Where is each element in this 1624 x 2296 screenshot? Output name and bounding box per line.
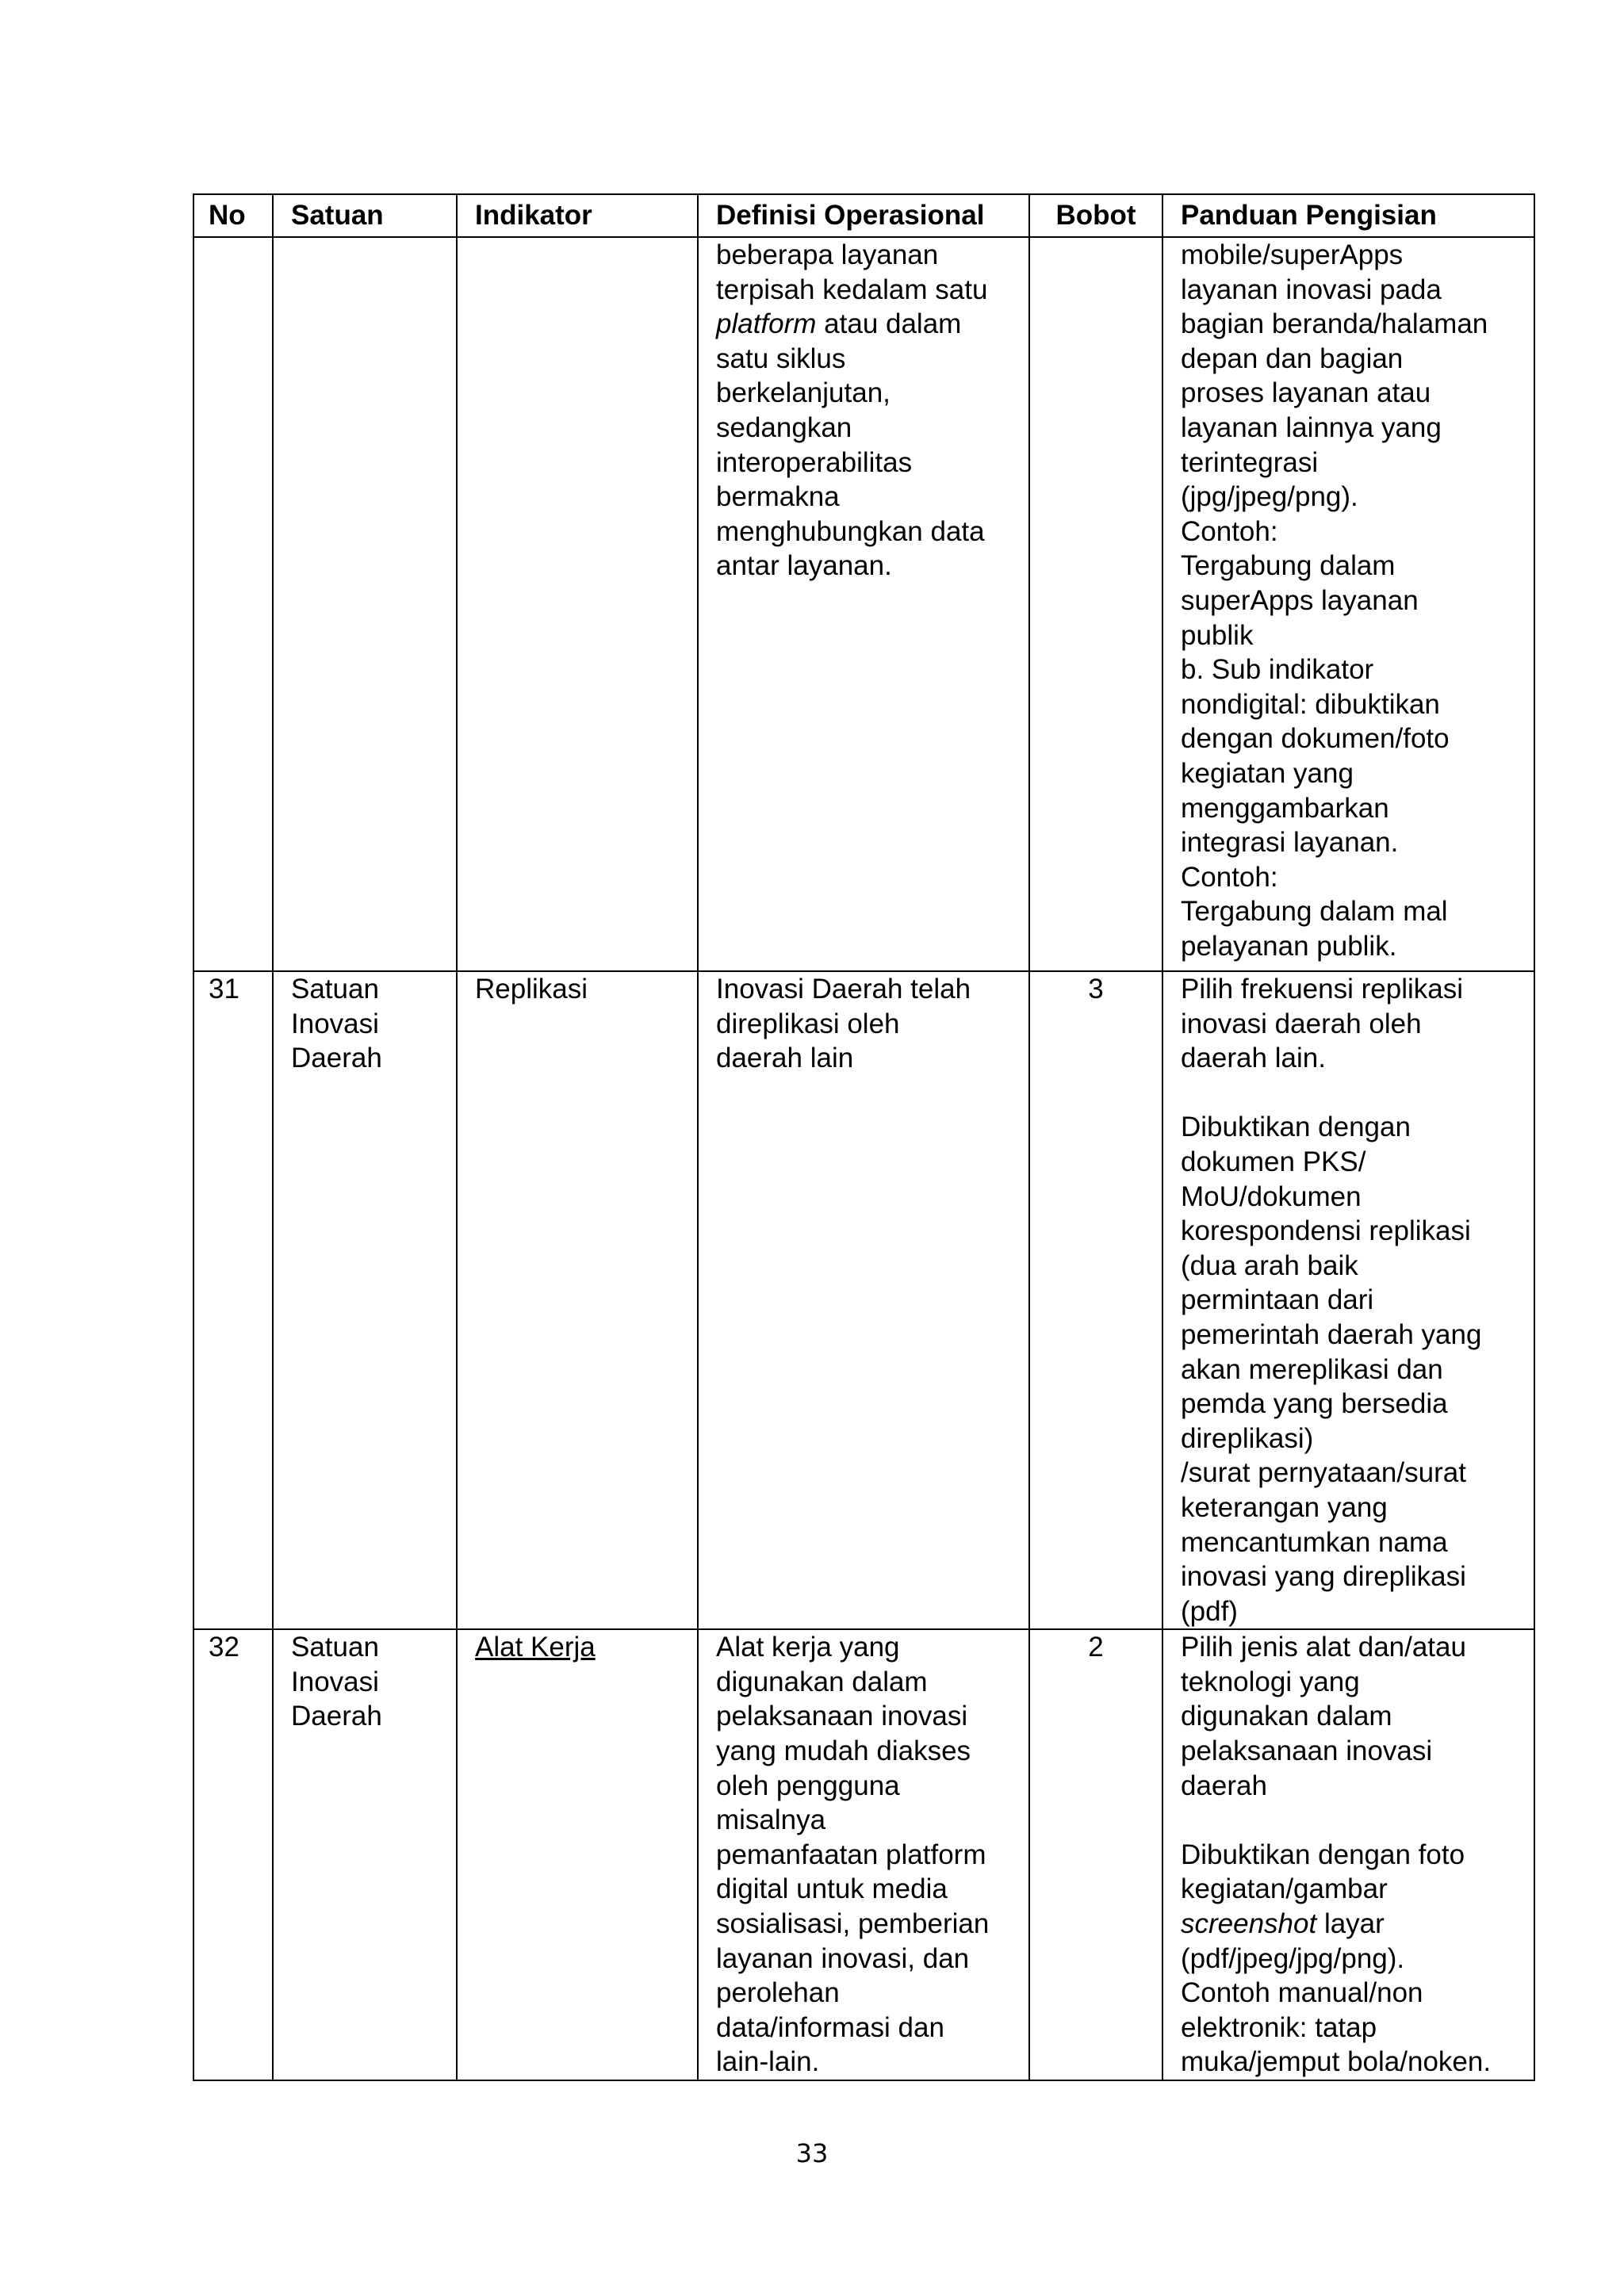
text-line: digunakan dalam (1181, 1701, 1392, 1732)
text-line: Satuan (291, 974, 379, 1004)
text-line: keterangan yang (1181, 1491, 1388, 1523)
text-line: inovasi daerah oleh (1181, 1008, 1422, 1039)
text-line: (dua arah baik (1181, 1249, 1358, 1281)
cell-definisi (698, 971, 1029, 1629)
text-line: dengan dokumen/foto (1181, 723, 1450, 755)
text-line: Daerah (291, 1043, 382, 1074)
cell-bobot: 3 (1029, 971, 1162, 1629)
text-line: muka/jemput bola/noken. (1181, 2046, 1492, 2078)
text-line: teknologi yang (1181, 1666, 1360, 1697)
text-line: Contoh manual/non (1181, 1977, 1423, 2009)
text-line: Contoh: (1181, 861, 1278, 893)
cell-no (193, 237, 273, 971)
italic-term: screenshot (1181, 1908, 1317, 1940)
text-line: korespondensi replikasi (1181, 1215, 1471, 1247)
text-line: Inovasi (291, 1666, 379, 1697)
cell-definisi (698, 237, 1029, 971)
text-line: mobile/superApps (1181, 239, 1404, 270)
cell-no: 32 (193, 1629, 273, 2080)
text-line: /surat pernyataan/surat (1181, 1457, 1466, 1489)
text-line: daerah (1181, 1770, 1267, 1801)
text-line: Alat kerja yang (716, 1632, 900, 1663)
text-line: yang mudah diakses (716, 1735, 971, 1767)
paragraph-gap (1181, 1076, 1527, 1111)
text-line: digunakan dalam (716, 1666, 928, 1697)
cell-satuan (273, 971, 457, 1629)
header-bobot: Bobot (1029, 194, 1162, 237)
header-panduan-pengisian: Panduan Pengisian (1162, 194, 1534, 237)
text-line: sosialisasi, pemberian (716, 1908, 990, 1940)
text-line: pemda yang bersedia (1181, 1388, 1448, 1420)
header-no: No (193, 194, 273, 237)
text-line: Tergabung dalam (1181, 550, 1396, 582)
text-line: berkelanjutan, (716, 377, 891, 409)
text-line: perolehan (716, 1977, 840, 2009)
text-fragment: atau dalam (816, 308, 962, 340)
text-line: direplikasi) (1181, 1422, 1314, 1454)
cell-indikator: Replikasi (457, 971, 698, 1629)
table-row-31 (193, 971, 1534, 1629)
text-line: Inovasi Daerah telah (716, 974, 971, 1004)
cell-satuan (273, 237, 457, 971)
text-line: sedangkan (716, 411, 852, 443)
text-line: terintegrasi (1181, 446, 1319, 478)
text-line: (jpg/jpeg/png). (1181, 481, 1358, 513)
page-number: 33 (795, 2138, 829, 2168)
text-line: Contoh: (1181, 515, 1278, 547)
text-line: MoU/dokumen (1181, 1181, 1362, 1212)
text-line: nondigital: dibuktikan (1181, 688, 1440, 720)
italic-term: platform (716, 308, 817, 340)
indikator-link[interactable]: Alat Kerja (475, 1632, 596, 1663)
text-line: Daerah (291, 1701, 382, 1732)
text-line: Pilih frekuensi replikasi (1181, 974, 1463, 1004)
text-line: Tergabung dalam mal (1181, 896, 1448, 928)
text-line: menghubungkan data (716, 515, 985, 547)
text-line: misalnya (716, 1804, 826, 1836)
text-line: mencantumkan nama (1181, 1526, 1448, 1558)
text-line: direplikasi oleh (716, 1008, 900, 1039)
text-line: Dibuktikan dengan foto (1181, 1839, 1465, 1870)
text-line: inovasi yang direplikasi (1181, 1561, 1466, 1593)
cell-panduan (1162, 237, 1534, 971)
text-line: pemerintah daerah yang (1181, 1318, 1482, 1350)
text-line: beberapa layanan (716, 239, 939, 270)
text-line: kegiatan/gambar (1181, 1873, 1388, 1905)
text-line: bermakna (716, 481, 840, 513)
text-line: menggambarkan (1181, 792, 1389, 824)
text-line: pemanfaatan platform (716, 1839, 986, 1870)
cell-indikator (457, 237, 698, 971)
text-line: daerah lain (716, 1043, 854, 1074)
indicator-table (193, 193, 1535, 2081)
text-line: publik (1181, 619, 1254, 651)
cell-indikator (457, 1629, 698, 2080)
text-line: bagian beranda/halaman (1181, 308, 1488, 340)
text-fragment: layar (1316, 1908, 1385, 1940)
header-indikator: Indikator (457, 194, 698, 237)
cell-satuan (273, 1629, 457, 2080)
text-line: lain-lain. (716, 2046, 820, 2078)
text-line: permintaan dari (1181, 1284, 1374, 1316)
text-line: layanan lainnya yang (1181, 411, 1442, 443)
table-row-continued (193, 237, 1534, 971)
text-line: (pdf/jpeg/jpg/png). (1181, 1942, 1405, 1974)
text-line: antar layanan. (716, 550, 892, 582)
text-line (716, 307, 1022, 342)
text-line: daerah lain. (1181, 1043, 1326, 1074)
text-line: pelaksanaan inovasi (716, 1701, 968, 1732)
text-line: Satuan (291, 1632, 379, 1663)
text-line: layanan inovasi pada (1181, 274, 1442, 305)
cell-no: 31 (193, 971, 273, 1629)
table-header-row (193, 194, 1534, 237)
text-line: terpisah kedalam satu (716, 274, 988, 305)
cell-definisi (698, 1629, 1029, 2080)
header-definisi-operasional: Definisi Operasional (698, 194, 1029, 237)
text-line: superApps layanan (1181, 584, 1419, 616)
text-line: akan mereplikasi dan (1181, 1353, 1443, 1385)
table-row-32 (193, 1629, 1534, 2080)
text-line: oleh pengguna (716, 1770, 900, 1801)
text-line: (pdf) (1181, 1595, 1238, 1627)
cell-bobot (1029, 237, 1162, 971)
text-line: satu siklus (716, 342, 846, 374)
text-line: data/informasi dan (716, 2011, 944, 2043)
header-satuan: Satuan (273, 194, 457, 237)
paragraph-gap (1181, 1803, 1527, 1838)
text-line: Pilih jenis alat dan/atau (1181, 1632, 1466, 1663)
text-line: b. Sub indikator (1181, 654, 1374, 686)
text-line: interoperabilitas (716, 446, 913, 478)
text-line (1181, 1907, 1527, 1942)
text-line: pelaksanaan inovasi (1181, 1735, 1433, 1767)
text-line: layanan inovasi, dan (716, 1942, 970, 1974)
text-line: pelayanan publik. (1181, 930, 1397, 962)
text-line: kegiatan yang (1181, 757, 1354, 789)
text-line: elektronik: tatap (1181, 2011, 1377, 2043)
text-line: integrasi layanan. (1181, 827, 1399, 859)
cell-panduan (1162, 971, 1534, 1629)
text-line: Dibuktikan dengan (1181, 1112, 1411, 1143)
text-line: depan dan bagian (1181, 342, 1404, 374)
text-line: proses layanan atau (1181, 377, 1431, 409)
cell-panduan (1162, 1629, 1534, 2080)
text-line: digital untuk media (716, 1873, 948, 1905)
cell-bobot: 2 (1029, 1629, 1162, 2080)
text-line: Inovasi (291, 1008, 379, 1039)
text-line: dokumen PKS/ (1181, 1146, 1366, 1177)
